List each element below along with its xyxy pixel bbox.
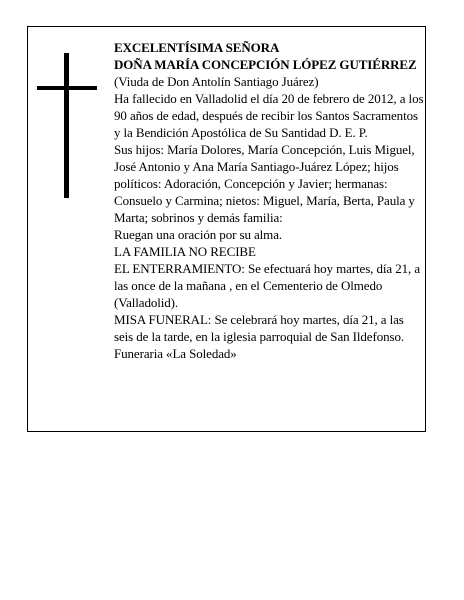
cross-horizontal-bar [37,86,97,90]
funeral-home: Funeraria «La Soledad» [114,346,237,361]
no-receive-notice: LA FAMILIA NO RECIBE [114,244,256,259]
family-paragraph: Sus hijos: María Dolores, María Concepción, Luis Miguel, José Antonio y Ana María Santiago-Juárez López; hijos políticos: Adoración, Concepción y Javier; hermanas: Consuelo y Carmina; nietos: Miguel, María, Berta, Paula y Marta; sobrinos y demás familia: [114,142,415,225]
widow-line: (Viuda de Don Antolín Santiago Juárez) [114,74,319,89]
death-notice-paragraph: Ha fallecido en Valladolid el día 20 de febrero de 2012, a los 90 años de edad, después de recibir los Santos Sacramentos y la Bendición Apostólica de Su Santidad D. E. P. [114,91,424,140]
notice-text [114,39,424,362]
cross-vertical-bar [64,53,69,198]
deceased-name: DOÑA MARÍA CONCEPCIÓN LÓPEZ GUTIÉRREZ [114,57,417,72]
honorific-heading: EXCELENTÍSIMA SEÑORA [114,40,280,55]
cross-icon [37,53,97,198]
mass-paragraph: MISA FUNERAL: Se celebrará hoy martes, día 21, a las seis de la tarde, en la iglesia parroquial de San Ildefonso. [114,312,405,344]
prayer-request: Ruegan una oración por su alma. [114,227,283,242]
burial-paragraph: EL ENTERRAMIENTO: Se efectuará hoy martes, día 21, a las once de la mañana , en el Cementerio de Olmedo (Valladolid). [114,261,420,310]
